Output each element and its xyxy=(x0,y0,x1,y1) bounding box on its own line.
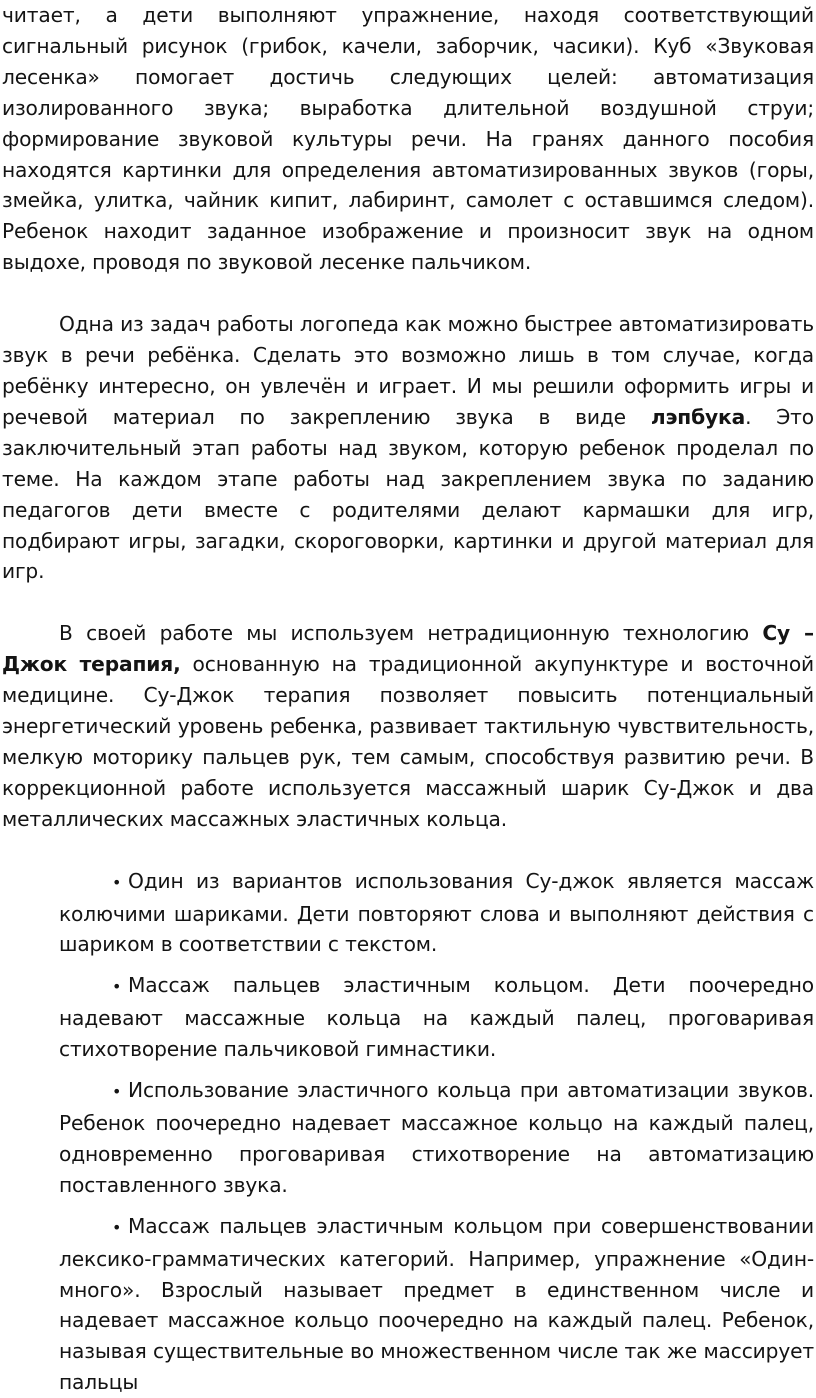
lapbook-term: лэпбука xyxy=(650,404,746,429)
paragraph-lapbook-text-1: Одна из задач работы логопеда как можно быстрее автоматизировать звук в речи ребёнка. Сделать это возможно лишь в том случае, когда ребёнку интересно, он увлечён и играет. И мы решили оформить игры и речевой материал по закреплению звука в виде xyxy=(2,312,814,429)
paragraph-gap xyxy=(2,835,814,866)
paragraph-su-jok xyxy=(2,618,814,834)
list-item-text: Один из вариантов использования Су-джок является массаж колючими шариками. Дети повторяют слова и выполняют действия с шариком в соответствии с текстом. xyxy=(59,868,814,957)
list-item xyxy=(59,970,814,1065)
su-jok-term: Су –Джок терапия, xyxy=(2,621,814,677)
list-item xyxy=(59,1075,814,1201)
document-body xyxy=(2,0,814,1398)
paragraph-lapbook-text-2: . Это заключительный этап работы над звуком, которую ребенок проделал по теме. На каждом этапе работы над закреплением звука по заданию педагогов дети вместе с родителями делают кармашки для игр, подбирают игры, загадки, скороговорки, картинки и другой материал для игр. xyxy=(2,404,814,584)
paragraph-su-jok-text-1: В своей работе мы используем нетрадиционную технологию xyxy=(59,621,763,646)
paragraph-gap xyxy=(2,278,814,309)
list-item-text: Массаж пальцев эластичным кольцом. Дети поочередно надевают массажные кольца на каждый палец, проговаривая стихотворение пальчиковой гимнастики. xyxy=(59,973,814,1062)
bullet-icon: • xyxy=(112,1217,122,1237)
bullet-icon: • xyxy=(112,977,122,997)
list-item-text: Массаж пальцев эластичным кольцом при совершенствовании лексико-грамматических категорий. Например, упражнение «Один-много». Взрослый называет предмет в единственном числе и надевает массажное кольцо поочередно на каждый палец. Ребенок, называя существительные во множественном числе так же массирует пальцы xyxy=(59,1213,814,1395)
list-item xyxy=(59,1211,814,1398)
list-item xyxy=(59,866,814,961)
paragraph-gap xyxy=(2,587,814,618)
bullet-icon: • xyxy=(112,1082,122,1102)
bullet-icon: • xyxy=(112,872,122,892)
list-item-text: Использование эластичного кольца при автоматизации звуков. Ребенок поочередно надевает массажное кольцо на каждый палец, одновременно проговаривая стихотворение на автоматизацию поставленного звука. xyxy=(59,1078,814,1197)
paragraph-sound-ladder: читает, а дети выполняют упражнение, находя соответствующий сигнальный рисунок (грибок, качели, заборчик, часики). Куб «Звуковая лесенка» помогает достичь следующих целей: автоматизация изолированного звука; выработка длительной воздушной струи; формирование звуковой культуры речи. На гранях данного пособия находятся картинки для определения автоматизированных звуков (горы, змейка, улитка, чайник кипит, лабиринт, самолет с оставшимся следом). Ребенок находит заданное изображение и произносит звук на одном выдохе, проводя по звуковой лесенке пальчиком. xyxy=(2,3,814,275)
paragraph-lapbook xyxy=(2,309,814,587)
paragraph-su-jok-text-2: основанную на традиционной акупунктуре и восточной медицине. Су-Джок терапия позволяет повысить потенциальный энергетический уровень ребенка, развивает тактильную чувствительность, мелкую моторику пальцев рук, тем самым, способствуя развитию речи. В коррекционной работе используется массажный шарик Су-Джок и два металлических массажных эластичных кольца. xyxy=(2,652,814,831)
bullet-list xyxy=(59,866,814,1398)
